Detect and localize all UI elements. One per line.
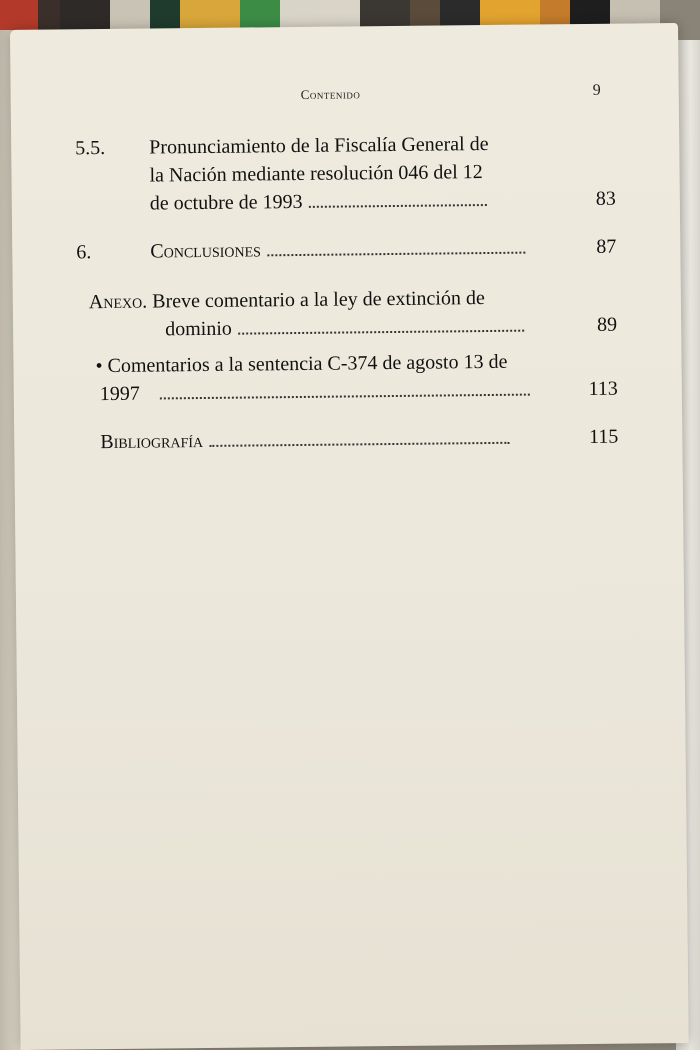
toc-title: Conclusiones bbox=[150, 239, 262, 263]
toc-line: Comentarios a la sentencia C-374 de agosto 13 de bbox=[107, 350, 508, 377]
running-header bbox=[11, 81, 679, 102]
toc-prefix: Anexo. bbox=[88, 290, 148, 314]
toc-line: Pronunciamiento de la Fiscalía General de bbox=[149, 132, 489, 159]
toc-page: 89 bbox=[597, 313, 618, 336]
toc-entry-anexo[interactable] bbox=[77, 283, 618, 345]
leader-dots bbox=[267, 242, 525, 257]
toc-number: 6. bbox=[76, 241, 92, 264]
toc-title: Bibliografía bbox=[100, 430, 204, 454]
toc-page: 115 bbox=[588, 425, 619, 448]
toc-line: Breve comentario a la ley de extinción de bbox=[152, 287, 485, 313]
table-of-contents bbox=[75, 129, 618, 457]
toc-page: 83 bbox=[595, 187, 616, 210]
header-title: Contenido bbox=[300, 86, 361, 102]
leader-dots bbox=[308, 194, 486, 208]
book-page bbox=[10, 23, 689, 1050]
toc-line: de octubre de 1993 bbox=[149, 190, 303, 215]
toc-entry-bibliografia[interactable] bbox=[78, 423, 618, 457]
toc-entry-5-5[interactable] bbox=[75, 129, 616, 219]
toc-number: 5.5. bbox=[75, 137, 106, 160]
toc-line: 1997 bbox=[99, 382, 140, 406]
toc-line: la Nación mediante resolución 046 del 12 bbox=[149, 161, 483, 187]
toc-page: 87 bbox=[596, 235, 617, 258]
bullet: • bbox=[95, 355, 103, 378]
page-number: 9 bbox=[592, 81, 601, 99]
toc-entry-6[interactable] bbox=[76, 233, 616, 267]
leader-dots bbox=[160, 384, 530, 400]
leader-dots bbox=[209, 432, 509, 447]
toc-page: 113 bbox=[588, 377, 618, 400]
leader-dots bbox=[238, 320, 524, 335]
toc-entry-sentencia[interactable] bbox=[77, 347, 618, 409]
toc-line: dominio bbox=[165, 317, 232, 341]
